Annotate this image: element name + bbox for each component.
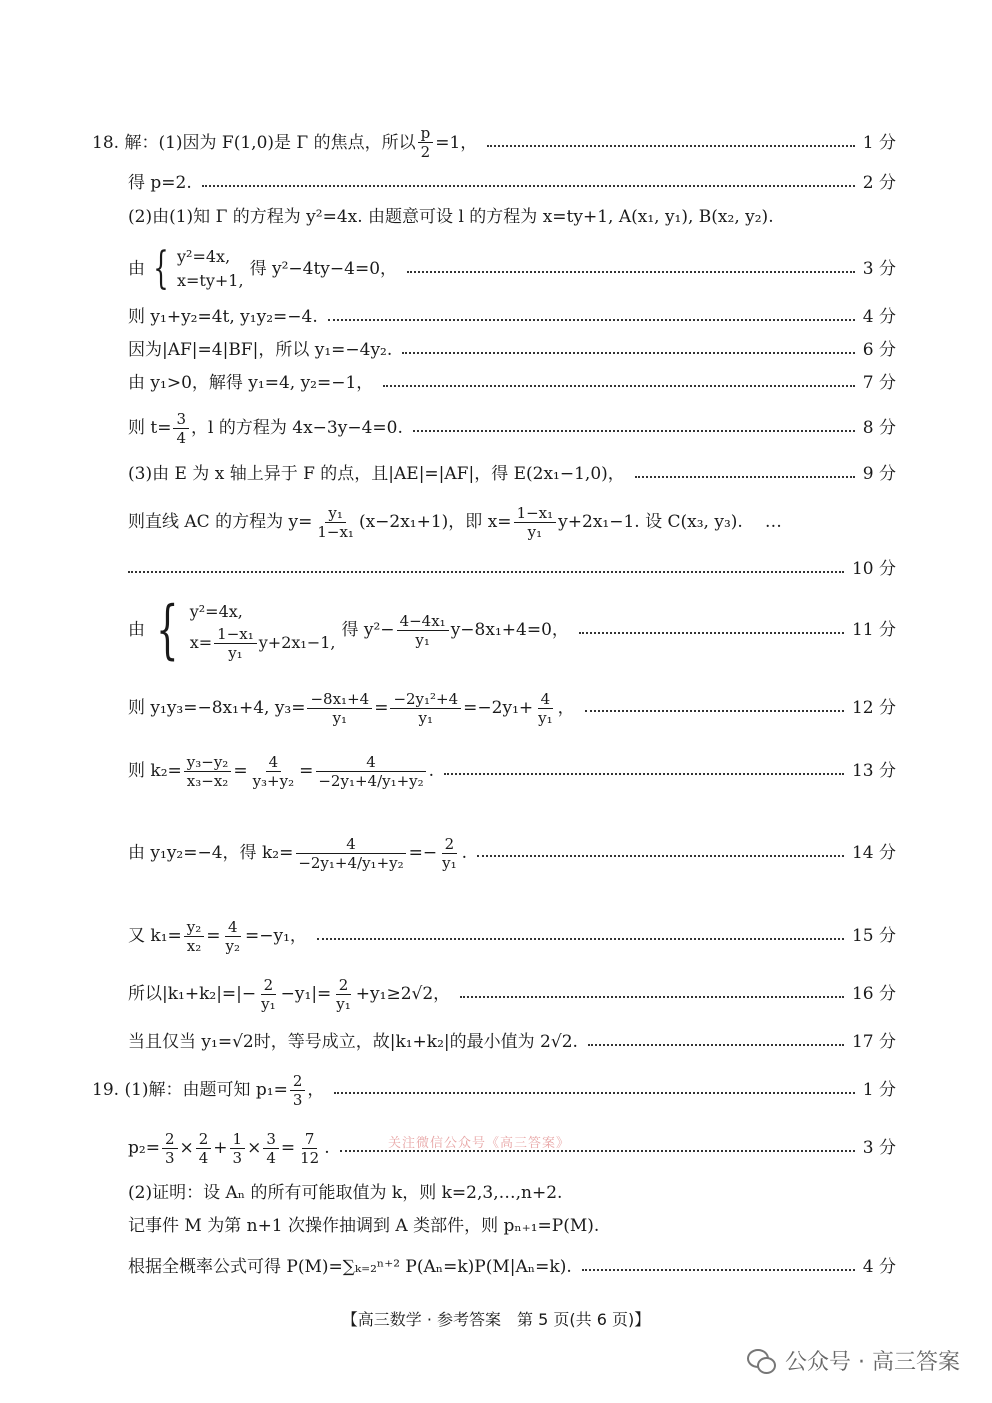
line-19-5: 根据全概率公式可得 P(M)=∑ₖ₌₂ⁿ⁺² P(Aₙ=k)P(M|Aₙ=k). 4 分 xyxy=(128,1257,896,1277)
brand-text: 公众号 · 高三答案 xyxy=(785,1350,960,1375)
line-18-13: 则 y₁y₃=−8x₁+4, y₃= $\frac{\text{−8x₁+4}}{\text{y₁}}$ = $\frac{\text{−2y₁²+4}}{\text{y₁}}$ =−2y₁+ $\frac{4}{\text{y₁}}$ ， 12 分 xyxy=(128,689,896,727)
score: 3 分 xyxy=(862,1138,896,1158)
line-18-12: 由 { y²=4x, x= $\frac{\text{1−x₁}}{\text{y₁}}$ y+2x₁−1, 得 y²− $\frac{\text{4−4x₁}}{\text{y₁}}$ y−8x₁+4=0， 11 分 xyxy=(128,593,896,667)
line-18-7: 由 y₁>0，解得 y₁=4, y₂=−1， 7 分 xyxy=(128,373,896,393)
line-18-4: 由 { y²=4x, x=ty+1, 得 y²−4ty−4=0， 3 分 xyxy=(128,243,896,294)
line-18-8: 则 t= $\frac{3}{4}$ ，l 的方程为 4x−3y−4=0. 8 分 xyxy=(128,409,896,447)
line-18-5: 则 y₁+y₂=4t, y₁y₂=−4. 4 分 xyxy=(128,307,896,327)
wechat-icon xyxy=(747,1349,775,1373)
score: 4 分 xyxy=(862,307,896,327)
line-18-11 xyxy=(128,558,896,580)
line-18-2: 得 p=2. 2 分 xyxy=(128,173,896,193)
line-19-4: 记事件 M 为第 n+1 次操作抽调到 A 类部件，则 pₙ₊₁=P(M). xyxy=(128,1216,600,1236)
line-19-1: 19. (1)解：由题可知 p₁= $\frac{2}{3}$ ， 1 分 xyxy=(92,1071,896,1109)
score: 12 分 xyxy=(851,698,896,718)
line-18-18: 当且仅当 y₁=√2时，等号成立，故|k₁+k₂|的最小值为 2√2. 17 分 xyxy=(128,1032,896,1052)
line-18-14: 则 k₂= $\frac{\text{y₃−y₂}}{\text{x₃−x₂}}$ = $\frac{4}{\text{y₃+y₂}}$ = $\frac{4}{\text{−2y₁+4/y₁+y₂}}$ . 13 分 xyxy=(128,752,896,790)
score: 14 分 xyxy=(851,843,896,863)
score: 9 分 xyxy=(862,464,896,484)
page-footer: 【高三数学 · 参考答案 第 5 页(共 6 页)】 xyxy=(341,1310,651,1329)
watermark-text: 关注微信公众号《高三答案》 xyxy=(388,1136,571,1151)
line-18-6: 因为|AF|=4|BF|，所以 y₁=−4y₂. 6 分 xyxy=(128,340,896,360)
score: 4 分 xyxy=(862,1257,896,1277)
line-18-9: (3)由 E 为 x 轴上异于 F 的点，且|AE|=|AF|，得 E(2x₁−1,0)， 9 分 xyxy=(128,464,896,484)
line-18-1: 18. 解：(1)因为 F(1,0)是 Γ 的焦点，所以 $\frac{p}{2}$ =1， 1 分 xyxy=(92,124,896,161)
score: 15 分 xyxy=(851,926,896,946)
brand-watermark xyxy=(747,1345,960,1376)
score: 13 分 xyxy=(851,761,896,781)
score: 3 分 xyxy=(862,259,896,279)
score: 1 分 xyxy=(862,1080,896,1100)
line-19-3: (2)证明：设 Aₙ 的所有可能取值为 k，则 k=2,3,…,n+2. xyxy=(128,1183,563,1203)
line-18-10: 则直线 AC 的方程为 y= $\frac{\text{y₁}}{\text{1−x₁}}$ (x−2x₁+1)，即 x= $\frac{\text{1−x₁}}{\text{y₁}}$ y+2x₁−1. 设 C(x₃, y₃). … xyxy=(128,503,782,541)
line-19-2: p₂= $\frac{2}{3}$ × $\frac{2}{4}$ + $\frac{1}{3}$ × $\frac{3}{4}$ = $\frac{7}{12}$ . 3 分 xyxy=(128,1129,896,1167)
score: 2 分 xyxy=(862,173,896,193)
line-18-3: (2)由(1)知 Γ 的方程为 y²=4x. 由题意可设 l 的方程为 x=ty+1, A(x₁, y₁), B(x₂, y₂). xyxy=(128,207,774,227)
fraction: $\frac{p}{2}$ xyxy=(418,124,434,161)
line-18-16: 又 k₁= $\frac{\text{y₂}}{\text{x₂}}$ = $\frac{4}{\text{y₂}}$ =−y₁， 15 分 xyxy=(128,917,896,955)
score: 7 分 xyxy=(862,373,896,393)
score: 6 分 xyxy=(862,340,896,360)
score: 11 分 xyxy=(851,620,896,640)
score: 16 分 xyxy=(851,984,896,1004)
line-18-15: 由 y₁y₂=−4，得 k₂= $\frac{4}{\text{−2y₁+4/y₁+y₂}}$ =− $\frac{2}{\text{y₁}}$ . 14 分 xyxy=(128,834,896,872)
line-18-17: 所以|k₁+k₂|=|− $\frac{2}{\text{y₁}}$ −y₁|= $\frac{2}{\text{y₁}}$ +y₁≥2√2， 16 分 xyxy=(128,975,896,1013)
score: 1 分 xyxy=(862,132,896,153)
score: 8 分 xyxy=(862,418,896,438)
score: 17 分 xyxy=(851,1032,896,1052)
score: 10 分 xyxy=(851,559,896,579)
